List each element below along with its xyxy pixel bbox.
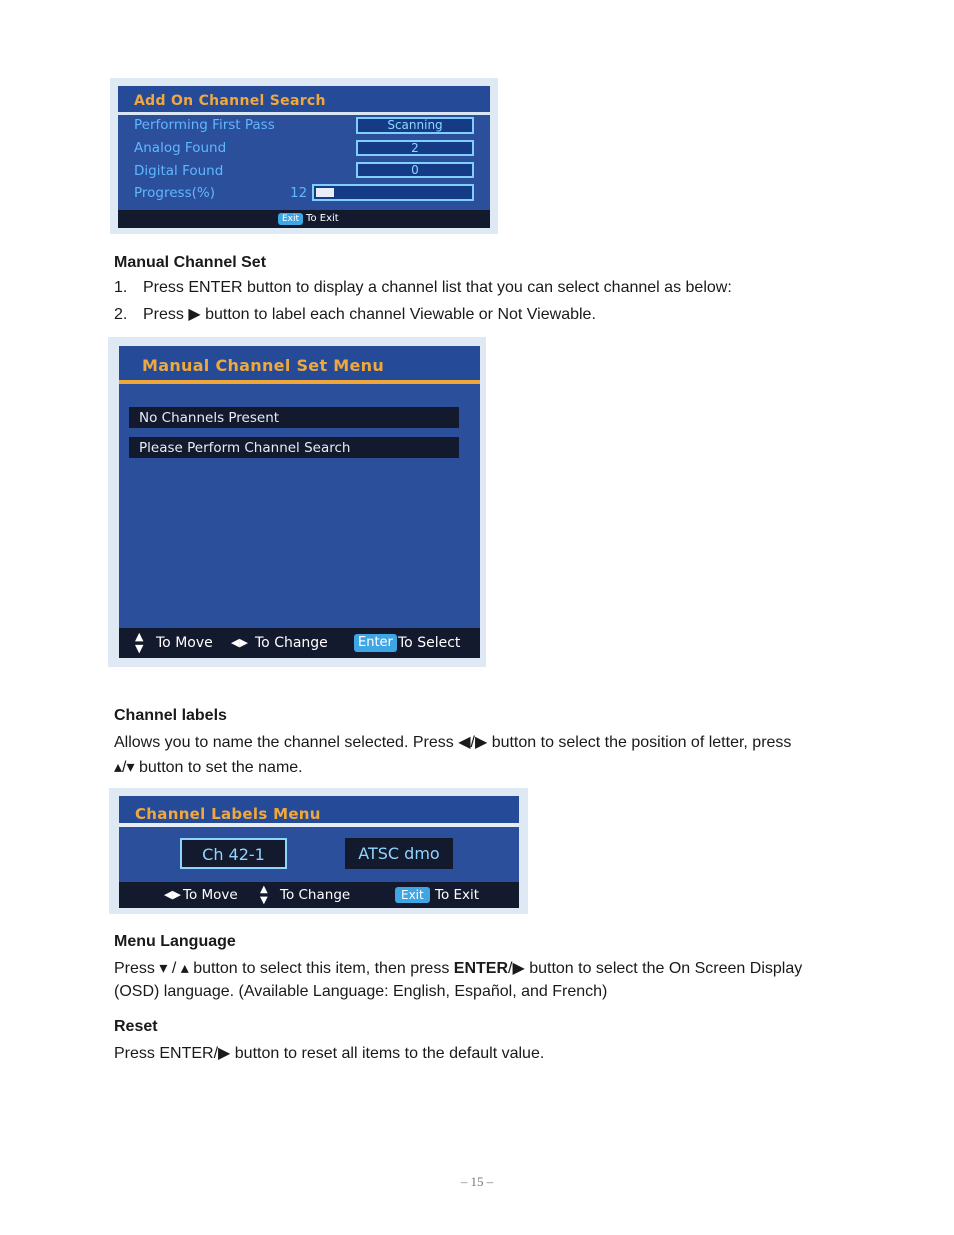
osd-search-title: Add On Channel Search [134, 93, 326, 109]
osd-search-value-analog: 2 [356, 140, 474, 156]
bar-change-text: To Change [255, 635, 328, 651]
enter-key-badge: Enter [354, 634, 397, 652]
exit-key-badge: Exit [278, 213, 303, 225]
exit-key-badge: Exit [395, 887, 430, 903]
osd-manual-item-no-channels [129, 407, 459, 428]
heading-channel-labels: Channel labels [114, 707, 227, 724]
osd-search-progress-fill [316, 188, 334, 197]
step-text: Press ▶ button to label each channel Viewable or Not Viewable. [143, 306, 596, 323]
osd-search-label-pass: Performing First Pass [134, 117, 275, 133]
step-number: 1. [114, 279, 128, 296]
osd-search-label-analog: Analog Found [134, 140, 227, 156]
osd-search-value-digital: 0 [356, 162, 474, 178]
bar-select-text: To Select [398, 635, 461, 651]
osd-search-progress-bar [312, 184, 474, 201]
osd-search-exit-text: To Exit [306, 213, 339, 224]
osd-search-panel [118, 86, 490, 228]
reset-text: Press ENTER/▶ button to reset all items to the default value. [114, 1045, 545, 1062]
osd-search-label-digital: Digital Found [134, 163, 224, 179]
osd-labels-panel [119, 796, 519, 908]
menu-language-bold: ENTER [453, 960, 508, 977]
osd-labels-bottom-bar [119, 882, 519, 908]
menu-language-post: /▶ button to select the On Screen Display [508, 960, 803, 977]
osd-manual-title: Manual Channel Set Menu [142, 356, 385, 375]
osd-labels-channel-field: Ch 42-1 [180, 838, 287, 869]
menu-language-line-2: (OSD) language. (Available Language: English, Español, and French) [114, 983, 608, 1000]
osd-manual-item-perform-search [129, 437, 459, 458]
step-text: Press ENTER button to display a channel list that you can select channel as below: [143, 279, 732, 296]
step-number: 2. [114, 306, 128, 323]
heading-menu-language: Menu Language [114, 933, 236, 950]
item-label: Please Perform Channel Search [139, 440, 351, 456]
osd-manual-bottom-bar [119, 628, 480, 658]
item-label: No Channels Present [139, 410, 280, 426]
osd-labels-title: Channel Labels Menu [135, 805, 321, 823]
bar-move-text: To Move [183, 887, 238, 903]
up-down-arrows-icon: ▲ ▼ [135, 630, 144, 655]
bar-exit-text: To Exit [435, 887, 480, 903]
osd-search-progress-value: 12 [290, 185, 308, 201]
osd-search-bottom-bar [118, 210, 490, 228]
menu-language-line-1 [114, 958, 802, 978]
manual-step-2 [114, 304, 596, 324]
menu-language-pre: Press ▾ / ▴ button to select this item, then press [114, 960, 454, 977]
left-right-arrows-icon: ◀▶ [231, 636, 248, 649]
page-number: – 15 – [460, 1174, 494, 1189]
heading-reset: Reset [114, 1018, 158, 1035]
bar-move-text: To Move [156, 635, 213, 651]
left-right-arrows-icon: ◀▶ [164, 888, 181, 901]
osd-search-label-progress: Progress(%) [134, 185, 215, 201]
channel-labels-line-1: Allows you to name the channel selected. Press ◀/▶ button to select the position of letter, press [114, 734, 792, 751]
manual-step-1 [114, 279, 732, 297]
bar-change-text: To Change [280, 887, 351, 903]
up-down-arrows-icon: ▲ ▼ [260, 884, 268, 906]
osd-search-value-scanning: Scanning [356, 117, 474, 134]
osd-labels-name-field: ATSC dmo [345, 838, 453, 869]
osd-manual-panel [119, 346, 480, 658]
heading-manual-channel-set: Manual Channel Set [114, 254, 267, 271]
channel-labels-line-2: ▴/▾ button to set the name. [114, 759, 303, 776]
